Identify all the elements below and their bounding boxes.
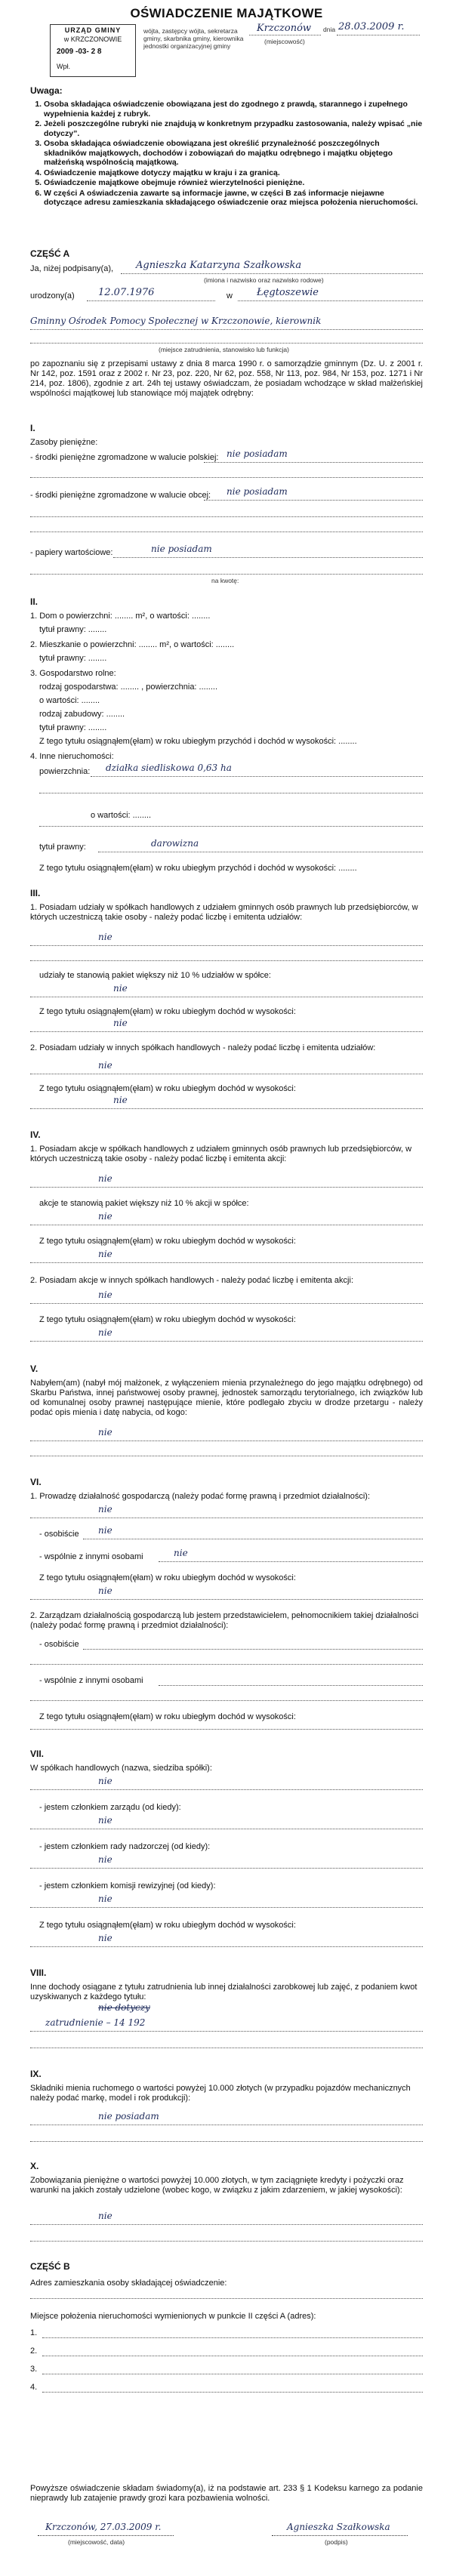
section-i-num: I.	[30, 423, 35, 433]
footer-place-date: Krzczonów, 27.03.2009 r.	[45, 2522, 162, 2532]
powierzchnia-value: działka siedliskowa 0,63 ha	[106, 763, 232, 773]
name-line	[121, 273, 423, 274]
vi-osobiscie2: - osobiście	[39, 1640, 79, 1649]
pln-value: nie posiadam	[226, 448, 288, 459]
vii-komisja-value: nie	[98, 1893, 112, 1904]
section-ii-num: II.	[30, 596, 39, 607]
viii-struck: nie dotyczy	[98, 2002, 150, 2013]
iv-p1-value: nie	[98, 1173, 112, 1184]
iii-p1c: Z tego tytułu osiągnąłem(ęłam) w roku ubiegłym dochód w wysokości:	[39, 1007, 296, 1016]
section-vii-num: VII.	[30, 1749, 45, 1759]
vii-dochod-value: nie	[98, 1933, 112, 1943]
miejsce-item: 2.	[30, 2346, 38, 2356]
iii-p2c: Z tego tytułu osiągnąłem(ęłam) w roku ubiegłym dochód w wysokości:	[39, 1084, 296, 1093]
papers-label: - papiery wartościowe:	[30, 548, 113, 557]
signature: Agnieszka Szałkowska	[287, 2522, 390, 2532]
uwagi-item: 1. Osoba składająca oświadczenie obowiązana jest do zgodnego z prawdą, starannego i zupełnego wypełnienia każdej z rubryk.	[44, 100, 423, 119]
inne-dochod: Z tego tytułu osiągnąłem(ęłam) w roku ubiegłym przychód i dochód w wysokości: ........	[39, 864, 357, 873]
vi-line-3	[159, 1561, 423, 1562]
papers-line	[113, 557, 423, 558]
section-ix-num: IX.	[30, 2069, 42, 2079]
miejsce-line-4	[42, 2392, 423, 2393]
mieszkanie-tytul: tytuł prawny: ........	[39, 654, 107, 663]
papers-value: nie posiadam	[151, 544, 212, 554]
vii-line-3	[30, 1868, 423, 1869]
role-caption: wójta, zastępcy wójta, sekretarza gminy, skarbnika gminy, kierownika jednostki organizacyjnej gminy	[143, 27, 244, 50]
iv-p1b: akcje te stanowią pakiet większy niż 10 % akcji w spółce:	[39, 1199, 249, 1208]
name-caption: (imiona i nazwisko oraz nazwisko rodowe)	[204, 276, 324, 284]
ix-line-2	[30, 2141, 423, 2142]
x-value: nie	[98, 2211, 112, 2221]
viii-line-1	[30, 2031, 423, 2032]
inne-tytul-value: darowizna	[151, 838, 199, 849]
iv-line-4	[30, 1303, 423, 1304]
inne-tytul-label: tytuł prawny:	[39, 843, 86, 852]
vii-intro: W spółkach handlowych (nazwa, siedziba spółki):	[30, 1764, 212, 1773]
stamp-received: Wpł.	[57, 63, 70, 70]
born-date-line	[87, 300, 215, 301]
vii-zarzad: - jestem członkiem zarządu (od kiedy):	[39, 1803, 181, 1812]
section-x-num: X.	[30, 2161, 39, 2171]
signature-line	[272, 2535, 408, 2536]
vii-rada: - jestem członkiem rady nadzorczej (od kiedy):	[39, 1842, 211, 1851]
iv-line-3	[30, 1262, 423, 1263]
viii-value: zatrudnienie – 14 192	[45, 2017, 146, 2028]
uwagi-item: 3. Osoba składająca oświadczenie obowiązana jest określić przynależność poszczególnych składników majątkowych, dochodów i zobowiązań do majątku odrębnego i majątku objętego małżeńską wspólnością majątkową.	[44, 139, 423, 168]
stamp-location: w KRZCZONOWIE	[63, 35, 122, 43]
uwagi-list	[30, 100, 423, 208]
stamp-date: 2009 -03- 2 8	[57, 48, 102, 56]
dom-tytul: tytuł prawny: ........	[39, 625, 107, 634]
powierzchnia-line	[91, 776, 423, 777]
vi-osobiscie: - osobiście	[39, 1530, 79, 1539]
gospodarstwo-tytul: tytuł prawny: ........	[39, 723, 107, 732]
x-text: Zobowiązania pieniężne o wartości powyżej 10.000 złotych, w tym zaciągnięte kredyty i pożyczki oraz warunki na jakich zostały udzielone (wobec kogo, w związku z jakim zdarzeniem, w jakiej wysokości):	[30, 2176, 404, 2195]
iv-p2c-value: nie	[98, 1327, 112, 1338]
pln-line	[204, 462, 423, 463]
vii-rada-value: nie	[98, 1854, 112, 1865]
born-place: Łęgtoszewie	[257, 287, 319, 298]
vi-p1-value: nie	[98, 1504, 112, 1514]
ix-value: nie posiadam	[98, 2111, 159, 2122]
uwagi-item: 6. W części A oświadczenia zawarte są informacje jawne, w części B zaś informacje niejawne dotyczące adresu zamieszkania składającego oświadczenie oraz miejsca położenia nieruchomości.	[44, 189, 423, 208]
mieszkanie-label: 2. Mieszkanie o powierzchni: ........ m², o wartości: ........	[30, 640, 235, 649]
iii-p1-value: nie	[98, 932, 112, 942]
iii-p1: 1. Posiadam udziały w spółkach handlowych z udziałem gminnych osób prawnych lub przedsiębiorców, w których uczestniczą takie osoby - należy podać liczbę i emitenta udziałów:	[30, 903, 418, 922]
header-date: 28.03.2009 r.	[338, 21, 405, 32]
iv-line-1	[30, 1187, 423, 1188]
vi-p2: 2. Zarządzam działalnością gospodarczą lub jestem przedstawicielem, pełnomocnikiem takiej działalności (należy podać formę prawną i przedmiot działalności):	[30, 1611, 419, 1630]
vi-line-7	[159, 1685, 423, 1686]
iii-p1b: udziały te stanowią pakiet większy niż 10 % udziałów w spółce:	[39, 971, 271, 980]
vi-wspolnie: - wspólnie z innymi osobami	[39, 1552, 143, 1561]
vii-zarzad-value: nie	[98, 1815, 112, 1826]
x-line-1	[30, 2224, 423, 2225]
kwota-label: na kwotę:	[211, 577, 239, 584]
dom-label: 1. Dom o powierzchni: ........ m², o wartości: ........	[30, 612, 211, 621]
gospodarstwo-rodzaj: rodzaj gospodarstwa: ........ , powierzchnia: ........	[39, 683, 217, 692]
vi-line-6	[30, 1664, 423, 1665]
iii-line-4	[30, 1031, 423, 1032]
viii-text: Inne dochody osiągane z tytułu zatrudnienia lub innej działalności zarobkowej lub zajęć, z podaniem kwot uzyskiwanych z każdego tytułu:	[30, 1983, 418, 2001]
uwagi-item: 5. Oświadczenie majątkowe obejmuje również wierzytelności pieniężne.	[44, 178, 423, 188]
gospodarstwo-zabudowa: rodzaj zabudowy: ........	[39, 710, 125, 719]
v-text: Nabyłem(am) (nabył mój małżonek, z wyłączeniem mienia przynależnego do jego majątku odrębnego) od Skarbu Państwa, innej państwowej osoby prawnej, jednostek samorządu terytorialnego, ich związków lub od komunalnej osoby prawnej następujące mienie, które podlegało zbyciu w drodze przetargu - należy podać opis mienia i datę nabycia, od kogo:	[30, 1379, 423, 1417]
gospodarstwo-wartosc: o wartości: ........	[39, 696, 100, 705]
inne-label: 4. Inne nieruchomości:	[30, 752, 114, 761]
born-place-line	[238, 300, 423, 301]
uwagi-item: 4. Oświadczenie majątkowe dotyczy majątku w kraju i za granicą.	[44, 168, 423, 178]
vi-wspolnie2: - wspólnie z innymi osobami	[39, 1676, 143, 1685]
iii-line-1	[30, 945, 423, 946]
v-value: nie	[98, 1427, 112, 1437]
ix-text: Składniki mienia ruchomego o wartości powyżej 10.000 złotych (w przypadku pojazdów mechanicznych należy podać markę, model i rok produkcji):	[30, 2084, 411, 2103]
iii-line-2	[30, 960, 423, 961]
section-iv-num: IV.	[30, 1129, 41, 1140]
place-caption: (miejscowość)	[264, 38, 305, 45]
miejsce-item: 4.	[30, 2383, 38, 2392]
iv-p2: 2. Posiadam akcje w innych spółkach handlowych - należy podać liczbę i emitenta akcji:	[30, 1276, 353, 1285]
uwagi-heading: Uwaga:	[30, 85, 63, 96]
dnia-label: dnia	[323, 26, 336, 33]
footer-text: Powyższe oświadczenie składam świadomy(a), iż na podstawie art. 233 § 1 Kodeksu karnego za podanie nieprawdy lub zatajenie prawdy grozi kara pozbawienia wolności.	[30, 2484, 423, 2503]
powierzchnia-label: powierzchnia:	[39, 767, 91, 776]
uwagi-item: 2. Jeżeli poszczególne rubryki nie znajdują w konkretnym przypadku zastosowania, należy wpisać „nie dotyczy”.	[44, 119, 423, 138]
name-value: Agnieszka Katarzyna Szałkowska	[136, 260, 302, 271]
miejsce-line-1	[42, 2337, 423, 2338]
vi-osobiscie-value: nie	[98, 1525, 112, 1536]
workplace-value: Gminny Ośrodek Pomocy Społecznej w Krzczonowie, kierownik	[30, 316, 322, 326]
miejsce-label: Miejsce położenia nieruchomości wymienionych w punkcie II części A (adres):	[30, 2312, 316, 2321]
vi-p1c-value: nie	[98, 1585, 112, 1596]
iv-p1b-value: nie	[98, 1211, 112, 1222]
pln-label: - środki pieniężne zgromadzone w walucie polskiej:	[30, 453, 219, 462]
section-iii-num: III.	[30, 888, 41, 898]
foreign-label: - środki pieniężne zgromadzone w walucie obcej:	[30, 491, 211, 500]
iii-p2c-value: nie	[113, 1095, 128, 1105]
adres-label: Adres zamieszkania osoby składającej oświadczenie:	[30, 2279, 227, 2288]
ja-label: Ja, niżej podpisany(a),	[30, 264, 114, 273]
iii-p1c-value: nie	[113, 1018, 128, 1028]
iv-p2-value: nie	[98, 1290, 112, 1300]
section-v-num: V.	[30, 1363, 39, 1374]
workplace-line-1	[30, 329, 423, 330]
vi-p2c: Z tego tytułu osiągnąłem(ęłam) w roku ubiegłym dochód w wysokości:	[39, 1712, 296, 1721]
papers-line-2	[30, 574, 423, 575]
iv-p1c-value: nie	[98, 1249, 112, 1259]
vii-intro-value: nie	[98, 1776, 112, 1786]
vi-line-4	[30, 1599, 423, 1600]
foreign-line	[204, 500, 423, 501]
iii-line-6	[30, 1108, 423, 1109]
vi-line-9	[30, 1729, 423, 1730]
vii-komisja: - jestem członkiem komisji rewizyjnej (od kiedy):	[39, 1881, 216, 1890]
vii-line-1	[30, 1789, 423, 1790]
vi-line-5	[83, 1649, 423, 1650]
part-a-heading: CZĘŚĆ A	[30, 248, 70, 259]
vii-line-4	[30, 1907, 423, 1908]
inne-wartosc: o wartości: ........	[91, 811, 152, 820]
iv-line-5	[30, 1341, 423, 1342]
place-date-caption: (miejscowość, data)	[68, 2538, 125, 2546]
vii-dochod: Z tego tytułu osiągnąłem(ęłam) w roku ubiegłym dochód w wysokości:	[39, 1921, 296, 1930]
vii-line-5	[30, 1946, 423, 1947]
legal-text: po zapoznaniu się z przepisami ustawy z dnia 8 marca 1990 r. o samorządzie gminnym (Dz. U. z 2001 r. Nr 142, poz. 1591 oraz z 2002 r. Nr 23, poz. 220, Nr 62, poz. 558, Nr 113, poz. 984, Nr 153, poz. 1271 i Nr 214, poz. 1806), zgodnie z art. 24h tej ustawy oświadczam, że posiadam wchodzące w skład małżeńskiej wspólności majątkowej lub stanowiące mój majątek odrębny:	[30, 359, 423, 398]
vi-p1c: Z tego tytułu osiągnąłem(ęłam) w roku ubiegłym dochód w wysokości:	[39, 1573, 296, 1582]
vi-wspolnie-value: nie	[174, 1548, 188, 1558]
born-label: urodzony(a)	[30, 291, 75, 300]
miejsce-item: 3.	[30, 2365, 38, 2374]
inne-wartosc-line	[39, 826, 423, 827]
miejsce-item: 1.	[30, 2328, 38, 2337]
stamp-office: URZĄD GMINY	[64, 26, 122, 34]
iv-p2c: Z tego tytułu osiągnąłem(ęłam) w roku ubiegłym dochód w wysokości:	[39, 1315, 296, 1324]
born-date: 12.07.1976	[98, 287, 155, 298]
section-viii-num: VIII.	[30, 1967, 47, 1978]
part-b-heading: CZĘŚĆ B	[30, 2261, 70, 2272]
zasoby-label: Zasoby pieniężne:	[30, 438, 98, 447]
workplace-caption: (miejsce zatrudnienia, stanowisko lub funkcja)	[159, 346, 289, 353]
iii-p2: 2. Posiadam udziały w innych spółkach handlowych - należy podać liczbę i emitenta udziałów:	[30, 1043, 376, 1052]
workplace-line-2	[30, 343, 423, 344]
adres-line	[30, 2298, 423, 2299]
page-title: OŚWIADCZENIE MAJĄTKOWE	[130, 6, 323, 20]
foreign-line-2	[30, 516, 423, 517]
foreign-value: nie posiadam	[226, 486, 288, 497]
gospodarstwo-dochod: Z tego tytułu osiągnąłem(ęłam) w roku ubiegłym przychód i dochód w wysokości: ........	[39, 737, 357, 746]
gospodarstwo-label: 3. Gospodarstwo rolne:	[30, 669, 116, 678]
iv-p1c: Z tego tytułu osiągnąłem(ęłam) w roku ubiegłym dochód w wysokości:	[39, 1237, 296, 1246]
section-vi-num: VI.	[30, 1477, 42, 1487]
pln-line-2	[30, 477, 423, 478]
vi-line-8	[30, 1700, 423, 1701]
office-stamp	[50, 24, 136, 77]
iii-p1b-value: nie	[113, 983, 128, 994]
signature-caption: (podpis)	[325, 2538, 348, 2546]
header-place: Krzczonów	[257, 23, 312, 34]
iii-p2-value: nie	[98, 1060, 112, 1071]
x-line-2	[30, 2241, 423, 2242]
born-in-label: w	[226, 291, 233, 300]
place-date-line	[38, 2535, 174, 2536]
vi-p1: 1. Prowadzę działalność gospodarczą (należy podać formę prawną i przedmiot działalności):	[30, 1492, 371, 1501]
iv-p1: 1. Posiadam akcje w spółkach handlowych z udziałem gminnych osób prawnych lub przedsiębiorców, w których uczestniczą takie osoby - należy podać liczbę i emitenta akcji:	[30, 1145, 412, 1163]
